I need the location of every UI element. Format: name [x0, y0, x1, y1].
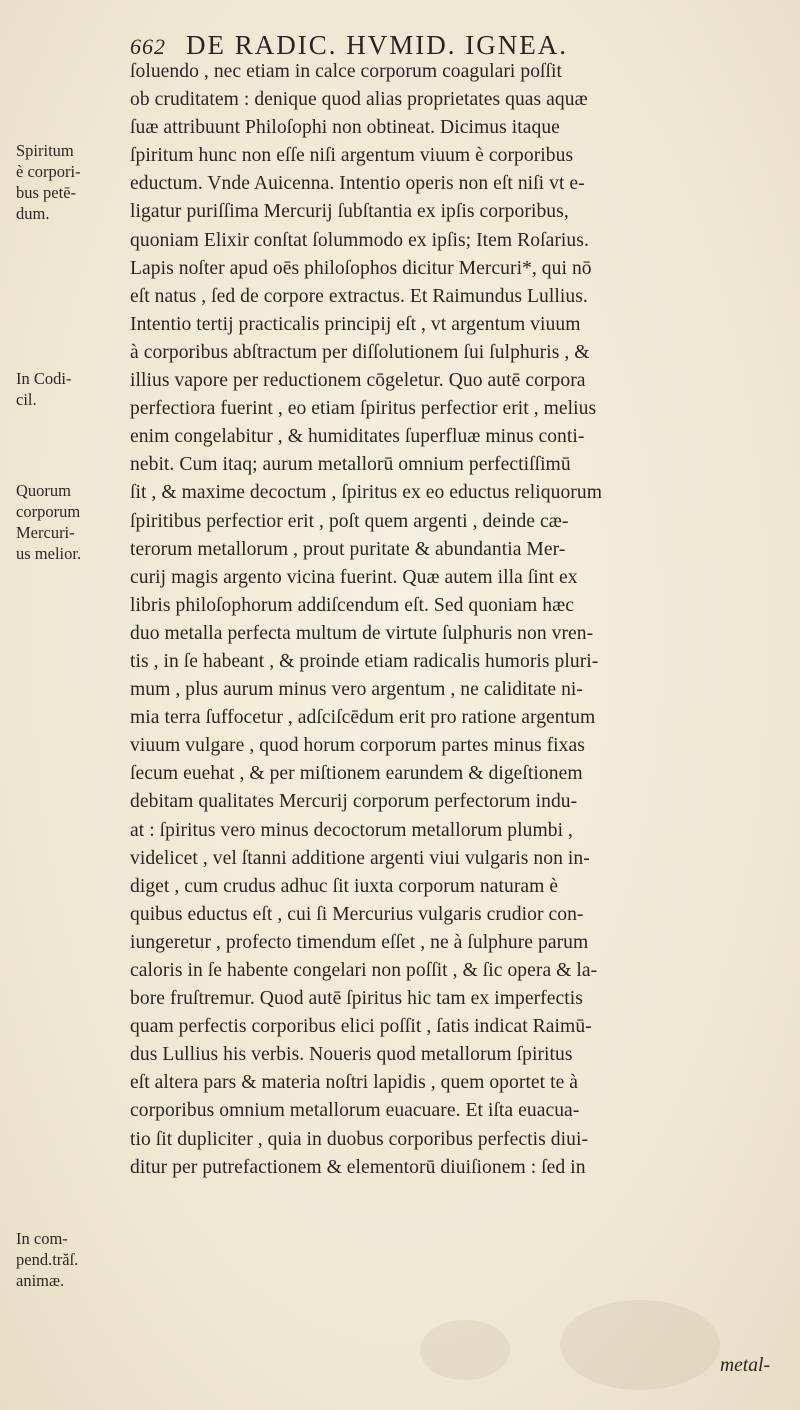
text-line: eductum. Vnde Auicenna. Intentio operis non eſt niſi vt e- — [130, 173, 585, 195]
margin-note: Spiritum è corpori- bus petē- dum. — [16, 141, 81, 223]
text-line: ſpiritibus perfectior erit , poſt quem argenti , deinde cæ- — [130, 510, 569, 532]
text-line: iungeretur , profecto timendum eſſet , ne à ſulphure parum — [130, 931, 589, 953]
text-line: duo metalla perfecta multum de virtute ſulphuris non vren- — [130, 622, 594, 644]
text-line: ſpiritum hunc non eſſe niſi argentum viuum è corporibus — [130, 145, 574, 167]
text-line: dus Lullius his verbis. Noueris quod metallorum ſpiritus — [130, 1044, 573, 1066]
text-line: libris philoſophorum addiſcendum eſt. Sed quoniam hæc — [130, 594, 574, 616]
text-line: caloris in ſe habente congelari non poſſit , & ſic opera & la- — [130, 960, 598, 981]
text-line: eſt natus , ſed de corpore extractus. Et Raimundus Lullius. — [130, 285, 588, 307]
margin-note: Quorum corporum Mercuri- us melior. — [16, 481, 82, 563]
page-number: 662 — [130, 34, 166, 59]
text-line: ſecum euehat , & per miſtionem earundem & digeſtionem — [130, 763, 583, 785]
margin-note: In com- pend.trăſ. animæ. — [16, 1229, 79, 1290]
text-line: mum , plus aurum minus vero argentum , ne caliditate ni- — [130, 679, 583, 701]
text-line: diget , cum crudus adhuc ſit iuxta corporum naturam è — [130, 875, 559, 897]
paper-stain — [560, 1300, 720, 1390]
text-line: illius vapore per reductionem cōgeletur. Quo autē corpora — [130, 370, 586, 392]
text-line: ſit , & maxime decoctum , ſpiritus ex eo eductus reliquorum — [130, 482, 603, 504]
running-title: DE RADIC. HVMID. IGNEA. — [186, 30, 568, 60]
text-line: quibus eductus eſt , cui ſi Mercurius vulgaris crudior con- — [130, 903, 584, 925]
text-line: quoniam Elixir conſtat ſolummodo ex ipſis; Item Roſarius. — [130, 229, 589, 251]
text-line: ſuæ attribuunt Philoſophi non obtineat. Dicimus itaque — [130, 117, 560, 139]
text-line: viuum vulgare , quod horum corporum partes minus fixas — [130, 735, 585, 757]
text-line: ditur per putrefactionem & elementorū diuiſionem : ſed in — [130, 1156, 586, 1178]
text-line: perfectiora fuerint , eo etiam ſpiritus perfectior erit , melius — [130, 398, 597, 420]
text-line: debitam qualitates Mercurij corporum perfectorum indu- — [130, 791, 578, 813]
paper-stain — [420, 1320, 510, 1380]
text-line: terorum metallorum , prout puritate & abundantia Mer- — [130, 538, 566, 560]
text-line: eſt altera pars & materia noſtri lapidis , quem oportet te à — [130, 1072, 579, 1094]
text-line: mia terra ſuffocetur , adſciſcēdum erit pro ratione argentum — [130, 707, 596, 729]
text-line: ſoluendo , nec etiam in calce corporum coagulari poſſit — [130, 61, 563, 82]
text-line: bore fruſtremur. Quod autē ſpiritus hic tam ex imperfectis — [130, 988, 583, 1010]
text-line: quam perfectis corporibus elici poſſit , ſatis indicat Raimū- — [130, 1016, 592, 1038]
text-line: Lapis noſter apud oēs philoſophos dicitur Mercuri*, qui nō — [130, 257, 592, 279]
text-line: Intentio tertij practicalis principij eſt , vt argentum viuum — [130, 313, 581, 335]
text-line: nebit. Cum itaq; aurum metallorū omnium perfectiſſimū — [130, 454, 571, 476]
body-text — [130, 58, 770, 1182]
text-line: ligatur puriſſima Mercurij ſubſtantia ex ipſis corporibus, — [130, 201, 569, 223]
text-line: tio ſit dupliciter , quia in duobus corporibus perfectis diui- — [130, 1128, 589, 1150]
text-line: videlicet , vel ſtanni additione argenti viui vulgaris non in- — [130, 847, 590, 869]
text-line: à corporibus abſtractum per diſſolutionem ſui ſulphuris , & — [130, 341, 590, 363]
text-line: ob cruditatem : denique quod alias proprietates quas aquæ — [130, 89, 588, 111]
text-line: tis , in ſe habeant , & proinde etiam radicalis humoris pluri- — [130, 650, 599, 672]
catchword: metal- — [719, 1355, 770, 1376]
text-line: curij magis argento vicina fuerint. Quæ autem illa ſint ex — [130, 566, 578, 588]
text-line: corporibus omnium metallorum euacuare. Et iſta euacua- — [130, 1100, 580, 1122]
text-line: enim congelabitur , & humiditates ſuperfluæ minus conti- — [130, 426, 585, 448]
margin-note: In Codi- cil. — [16, 369, 72, 409]
text-line: at : ſpiritus vero minus decoctorum metallorum plumbi , — [130, 819, 573, 841]
